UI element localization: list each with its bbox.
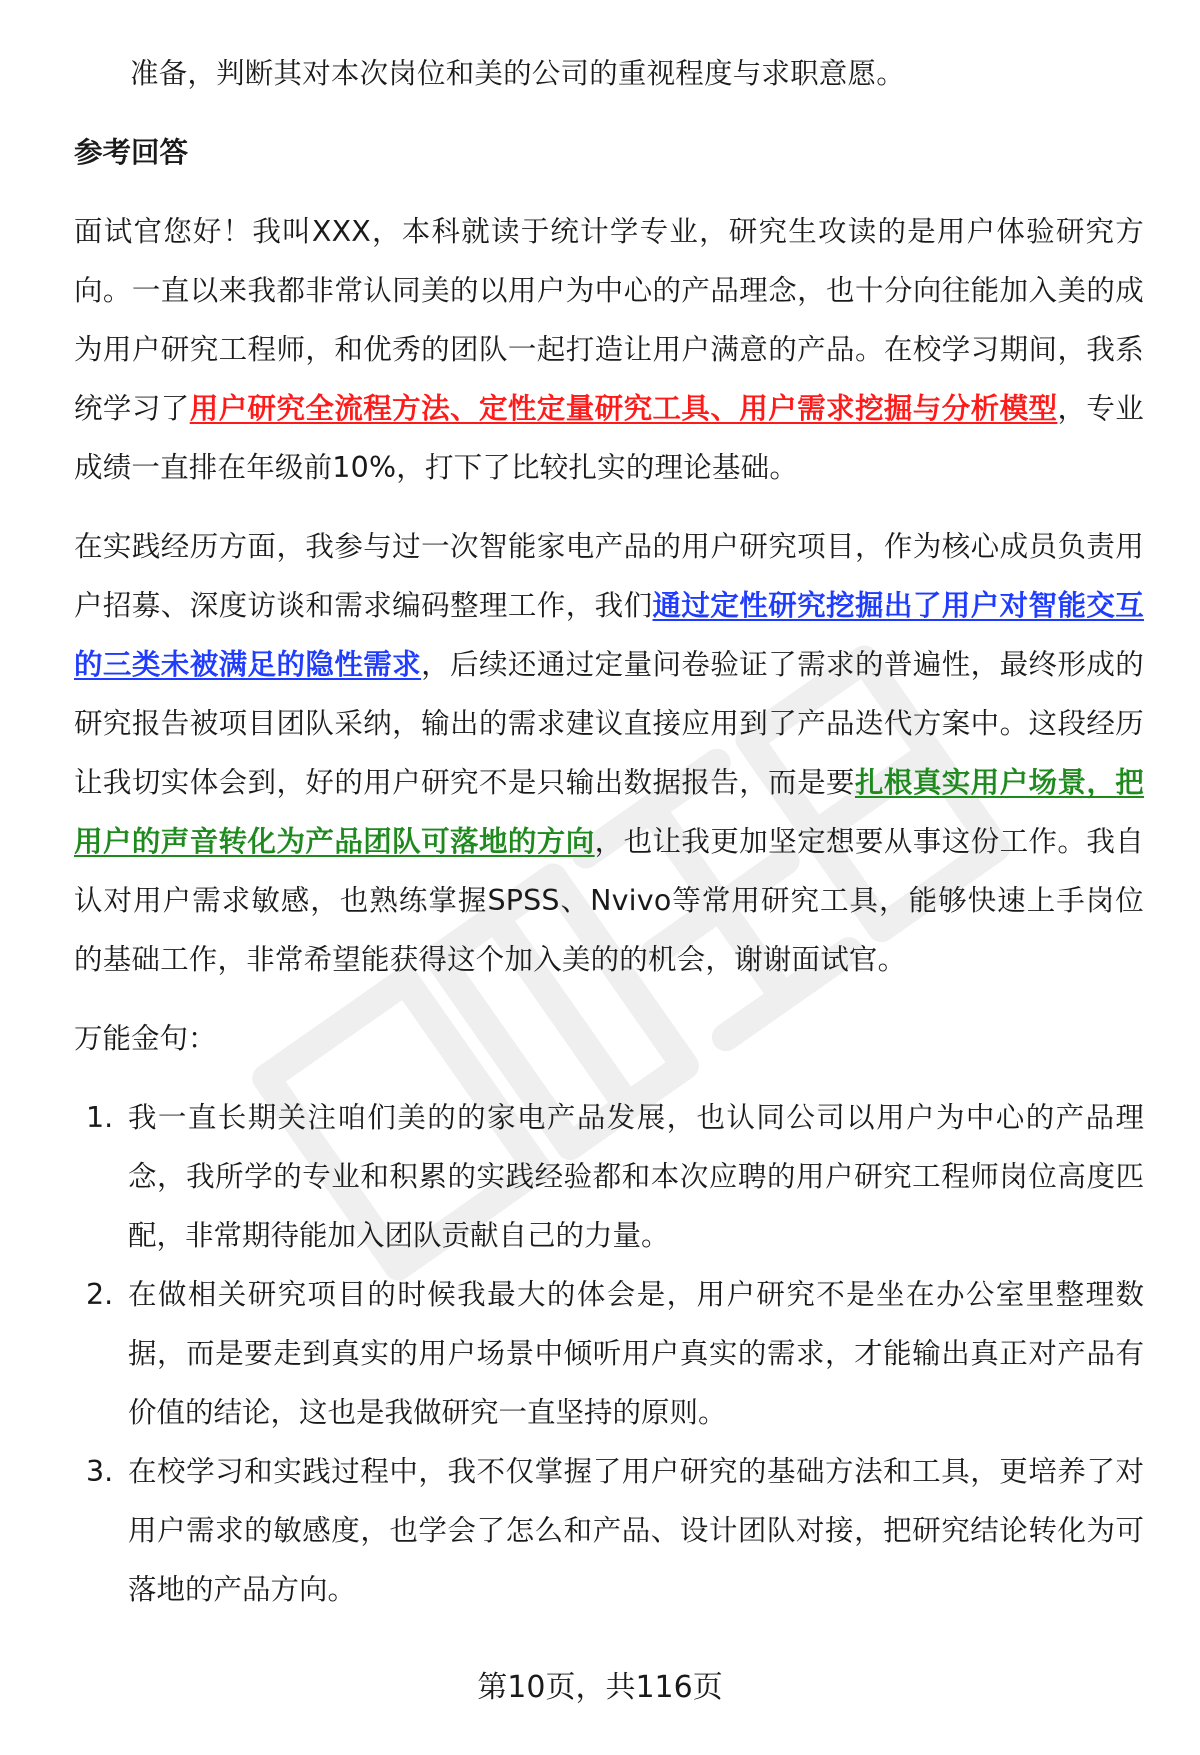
answer-p2-text-post: ，也让我更加坚定想要从事这份工作。我自认对用户需求敏感，也熟练掌握SPSS、Nvivo等常用研究工具，能够快速上手岗位的基础工作，非常希望能获得这个加入美的的机会，谢谢面试官。 (74, 825, 1144, 976)
question-intro-continuation: 准备，判断其对本次岗位和美的公司的重视程度与求职意愿。 (130, 57, 905, 90)
answer-p1-highlight-red: 用户研究全流程方法、定性定量研究工具、用户需求挖掘与分析模型 (189, 392, 1058, 425)
answer-paragraph-2 (74, 517, 1144, 989)
answer-paragraph-1 (74, 202, 1144, 497)
list-item (74, 1265, 1144, 1442)
answer-p2-text-pre: 在实践经历方面，我参与过一次智能家电产品的用户研究项目，作为核心成员负责用户招募、深度访谈和需求编码整理工作，我们 (74, 530, 1144, 622)
answer-p1-text-post: ，专业成绩一直排在年级前10%，打下了比较扎实的理论基础。 (74, 392, 1144, 484)
answer-p2-text-mid: ，后续还通过定量问卷验证了需求的普遍性，最终形成的研究报告被项目团队采纳，输出的需求建议直接应用到了产品迭代方案中。这段经历让我切实体会到，好的用户研究不是只输出数据报告，而是要 (74, 648, 1144, 799)
list-item-number: 3. (86, 1455, 114, 1488)
golden-sentences-title: 万能金句： (74, 1022, 217, 1055)
list-item (74, 1088, 1144, 1265)
list-item (74, 1442, 1144, 1619)
answer-p2-highlight-blue: 通过定性研究挖掘出了用户对智能交互的三类未被满足的隐性需求 (74, 589, 1144, 681)
list-item-text: 在做相关研究项目的时候我最大的体会是，用户研究不是坐在办公室里整理数据，而是要走到真实的用户场景中倾听用户真实的需求，才能输出真正对产品有价值的结论，这也是我做研究一直坚持的原则。 (128, 1278, 1144, 1429)
document-content (74, 44, 1144, 1619)
answer-p2-highlight-green: 扎根真实用户场景，把用户的声音转化为产品团队可落地的方向 (74, 766, 1144, 858)
page-number-footer: 第10页，共116页 (477, 1670, 723, 1705)
list-item-text: 我一直长期关注咱们美的的家电产品发展，也认同公司以用户为中心的产品理念，我所学的专业和积累的实践经验都和本次应聘的用户研究工程师岗位高度匹配，非常期待能加入团队贡献自己的力量。 (128, 1101, 1144, 1252)
golden-sentences-list (74, 1088, 1144, 1619)
answer-p1-text-pre: 面试官您好！我叫XXX，本科就读于统计学专业，研究生攻读的是用户体验研究方向。一直以来我都非常认同美的以用户为中心的产品理念，也十分向往能加入美的成为用户研究工程师，和优秀的团队一起打造让用户满意的产品。在校学习期间，我系统学习了 (74, 215, 1144, 425)
list-item-text: 在校学习和实践过程中，我不仅掌握了用户研究的基础方法和工具，更培养了对用户需求的敏感度，也学会了怎么和产品、设计团队对接，把研究结论转化为可落地的产品方向。 (128, 1455, 1144, 1606)
reference-answer-heading: 参考回答 (74, 136, 189, 169)
list-item-number: 2. (86, 1278, 114, 1311)
list-item-number: 1. (86, 1101, 114, 1134)
